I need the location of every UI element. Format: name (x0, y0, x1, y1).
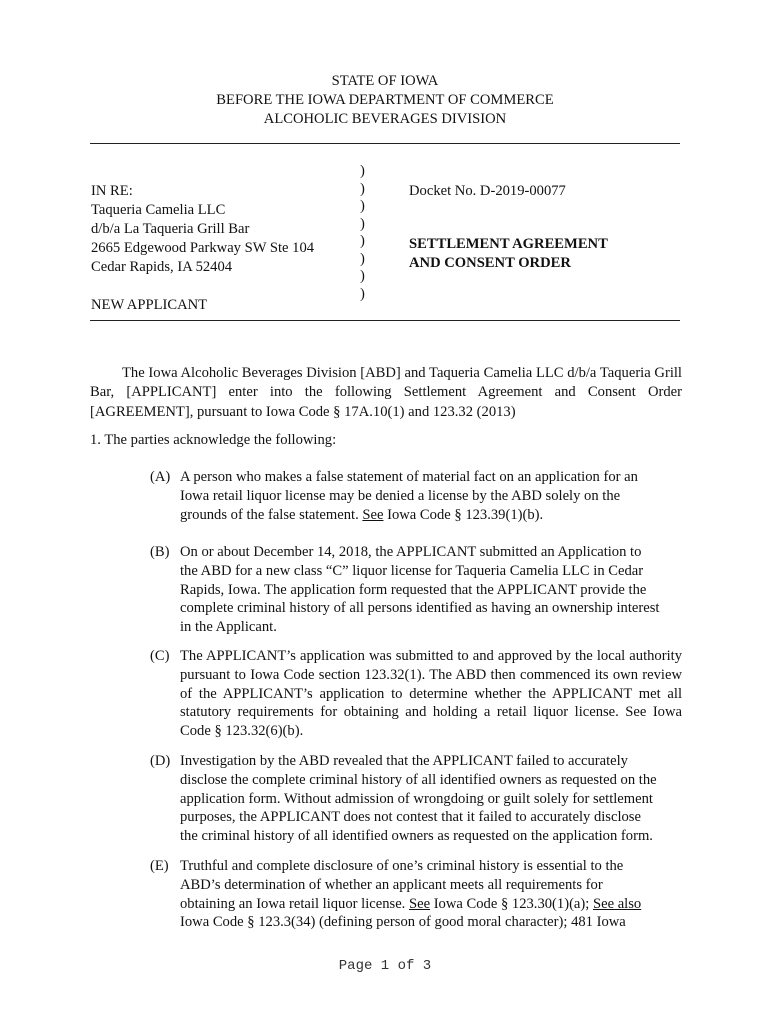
item-e-line: Truthful and complete disclosure of one’s criminal history is essential to the (180, 858, 624, 874)
page-number: Page 1 of 3 (338, 958, 432, 974)
item-c-label: (C) (150, 648, 170, 664)
item-b-line: in the Applicant. (180, 619, 277, 636)
item-a (150, 468, 682, 524)
item-b-line: the ABD for a new class “C” liquor license for Taqueria Camelia LLC in Cedar (180, 562, 644, 579)
item-b-line: complete criminal history of all persons identified as having an ownership interest (180, 600, 660, 617)
title-line-2: AND CONSENT ORDER (409, 255, 571, 271)
item-d-line: disclose the complete criminal history of all identified owners as requested on the (180, 771, 657, 788)
caption-divider (90, 320, 680, 321)
item-e-line: obtaining an Iowa retail liquor license. See Iowa Code § 123.30(1)(a); See also (180, 895, 642, 912)
caption-street: 2665 Edgewood Parkway SW Ste 104 (91, 240, 315, 256)
caption-status: NEW APPLICANT (91, 297, 208, 313)
item-a-line: Iowa retail liquor license may be denied a license by the ABD solely on the (180, 487, 621, 504)
item-d-line: purposes, the APPLICANT does not contest that it failed to accurately disclose (180, 809, 641, 826)
intro-text: The Iowa Alcoholic Beverages Division [ABD] and Taqueria Camelia LLC d/b/a Taqueria Grill Bar, [APPLICANT] enter into the following Settlement Agreement and Consent Order [AGREEMENT], pursuant to Iowa Code § 17A.10(1) and 123.32 (2013) (90, 365, 682, 420)
item-b-line: Rapids, Iowa. The application form requested that the APPLICANT provide the (180, 581, 647, 598)
item-d-label: (D) (150, 753, 171, 769)
item-b (150, 543, 682, 637)
item-d-line: the criminal history of all identified owners as requested on the application form. (180, 828, 653, 845)
item-b-line: On or about December 14, 2018, the APPLICANT submitted an Application to (180, 544, 642, 560)
header-department: BEFORE THE IOWA DEPARTMENT OF COMMERCE (216, 92, 554, 108)
intro-paragraph (90, 364, 682, 422)
item-a-line: grounds of the false statement. See Iowa Code § 123.39(1)(b). (180, 506, 544, 523)
caption-licensee-name: Taqueria Camelia LLC (91, 202, 226, 218)
caption-city: Cedar Rapids, IA 52404 (91, 259, 233, 275)
item-d (150, 752, 682, 846)
item-b-label: (B) (150, 544, 170, 560)
section-1-heading: 1. The parties acknowledge the following: (90, 432, 337, 448)
item-e-line: Iowa Code § 123.3(34) (defining person of good moral character); 481 Iowa (180, 914, 626, 931)
item-c (150, 647, 682, 741)
caption-in-re: IN RE: (91, 183, 133, 199)
document-title (409, 235, 608, 273)
top-divider (90, 143, 680, 144)
item-e-line: ABD’s determination of whether an applicant meets all requirements for (180, 876, 603, 893)
caption-parties (91, 182, 314, 315)
caption-dba: d/b/a La Taqueria Grill Bar (91, 221, 250, 237)
item-a-line: A person who makes a false statement of material fact on an application for an (180, 469, 638, 485)
header-state: STATE OF IOWA (331, 73, 439, 89)
item-d-line: Investigation by the ABD revealed that the APPLICANT failed to accurately (180, 753, 628, 769)
header-division: ALCOHOLIC BEVERAGES DIVISION (263, 111, 507, 127)
docket-number: Docket No. D-2019-00077 (409, 183, 566, 199)
item-d-line: application form. Without admission of wrongdoing or guilt solely for settlement (180, 790, 653, 807)
title-line-1: SETTLEMENT AGREEMENT (409, 236, 608, 252)
item-a-label: (A) (150, 469, 171, 485)
item-e (150, 857, 682, 932)
document-header (0, 72, 770, 129)
item-c-text: The APPLICANT’s application was submitted to and approved by the local authority pursuant to Iowa Code section 123.32(1). The ABD then commenced its own review of the APPLICANT’s application to determine whether the APPLICANT met all statutory requirements for obtaining and holding a retail liquor license. See Iowa Code § 123.32(6)(b). (180, 648, 682, 740)
item-e-label: (E) (150, 858, 169, 874)
caption-parentheses: ) ) ) ) ) ) ) ) (360, 163, 365, 302)
